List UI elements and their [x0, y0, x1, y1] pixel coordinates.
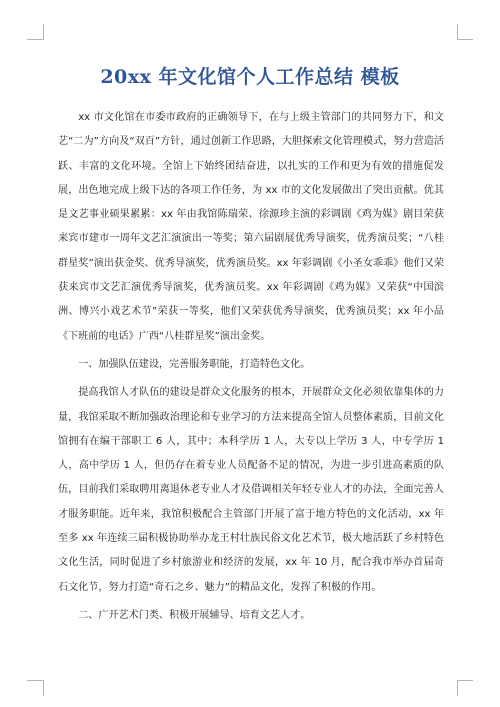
section-heading-2: 二、广开艺术门类、积极开展辅导、培育文艺人才。 — [78, 609, 311, 621]
crop-mark-bottom-left-v — [43, 680, 44, 696]
document-title: 20xx 年文化馆个人工作总结 模板 — [100, 66, 400, 88]
crop-mark-top-right-h — [457, 39, 473, 40]
crop-mark-bottom-right-h — [457, 680, 473, 681]
crop-mark-top-right-v — [457, 24, 458, 40]
crop-mark-bottom-right-v — [457, 680, 458, 696]
crop-mark-bottom-left-h — [27, 680, 43, 681]
document-body — [58, 106, 444, 628]
body-paragraph-section-1: 提高我馆人才队伍的建设是群众文化服务的根本，开展群众文化必须依靠集体的力量，我馆采取不断加强政治理论和专业学习的方法来提高全馆人员整体素质，目前文化馆拥有在编干部职工 6 人，其中；本科学历 1 人，大专以上学历 3 人，中专学历 1 人，高中学历 1 人，但仍存在着专业人员配备不足的情况，为进一步引进高素质的队伍，目前我们采取聘用离退休老专业人才及借调相关年轻专业人才的办法，全面完善人才服务职能。近年来，我馆积极配合主管部门开展了富于地方特色的文化活动，xx 年至多 xx 年连续三届积极协助举办龙王村壮族民俗文化艺术节，极大地活跃了乡村特色文化生活，同时促进了乡村旅游业和经济的发展，xx 年 10 月，配合我市举办首届奇石文化节，努力打造“奇石之乡、魅力”的精品文化，发挥了积极的作用。 — [58, 387, 444, 593]
body-paragraph-intro: xx 市文化馆在市委市政府的正确领导下，在与上级主管部门的共同努力下，和文艺“二为”方向及“双百”方针，通过创新工作思路，大胆探索文化管理模式，努力营造活跃、丰富的文化环境。全馆上下始终团结奋进，以扎实的工作和更为有效的措施促发展，出色地完成上级下达的各项工作任务，为 xx 市的文化发展做出了突出贡献。优其是文艺事业硕果累累：xx 年由我馆陈瑞荣、徐源珍主演的彩调剧《鸡为媒》剧目荣获来宾市建市一周年文艺汇演演出一等奖；第六届剧展优秀导演奖，优秀演员奖；“八桂群星奖”演出获金奖、优秀导演奖，优秀演员奖。xx 年彩调剧《小圣女乖乖》他们又荣获来宾市文艺汇演优秀导演奖，优秀演员奖。xx 年彩调剧《鸡为媒》又荣获“中国滨洲、博兴小戏艺术节”荣获一等奖，他们又荣获优秀导演奖，优秀演员奖；xx 年小品《下班前的电话》广西“八桂群星奖”演出金奖。 — [58, 112, 444, 342]
section-heading-1: 一、加强队伍建设，完善服务职能，打造特色文化。 — [78, 358, 311, 370]
crop-mark-top-left-h — [27, 39, 43, 40]
crop-mark-top-left-v — [43, 24, 44, 40]
